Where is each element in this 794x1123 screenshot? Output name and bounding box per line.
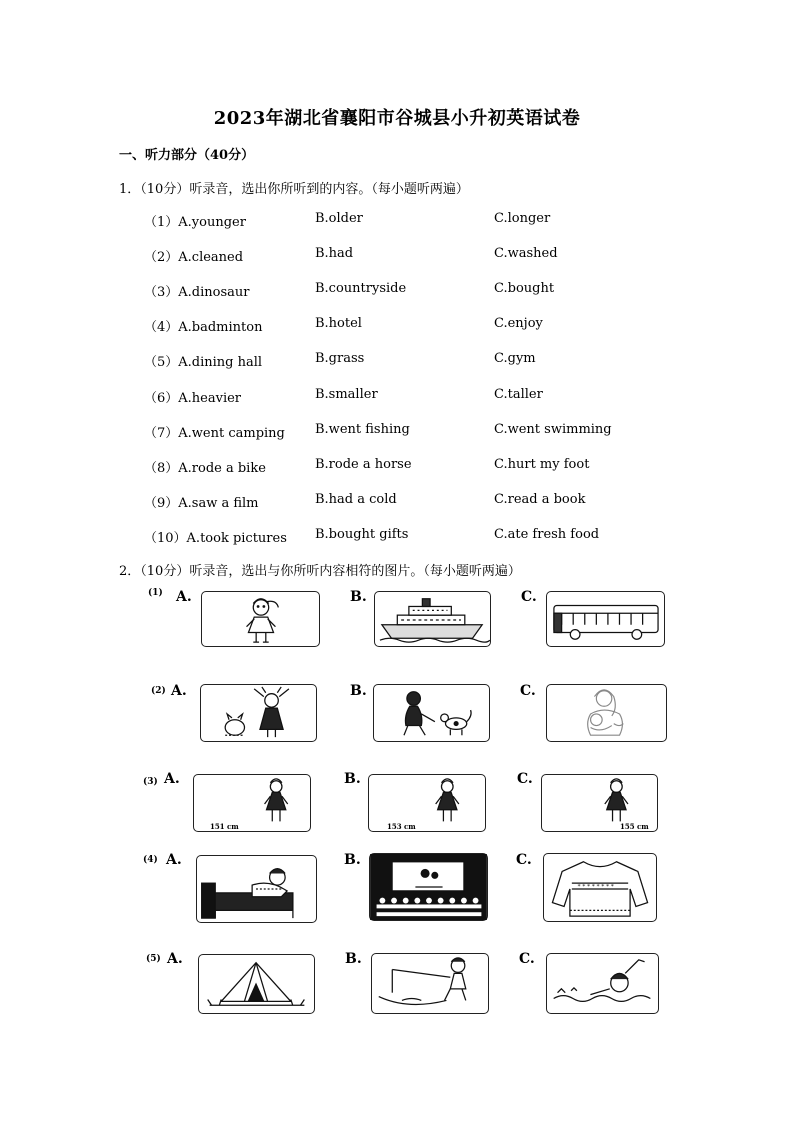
q1-row [0,211,794,231]
option-a: （8）A.rode a bike [144,461,266,476]
ship-icon [375,592,490,646]
q1-row [0,422,794,442]
q1-row [0,281,794,301]
height-label: 155 cm [620,822,649,831]
option-b: B.countryside [315,281,407,296]
bus-icon [547,592,664,646]
option-b: B.bought gifts [315,527,409,542]
question-2-instruction: 2．（10分）听录音，选出与你所听内容相符的图片。（每小题听两遍） [119,564,521,579]
girl-height-151-picture [193,774,311,832]
picture-option-a-label: A. [166,852,182,868]
boy-fishing-picture [371,953,489,1014]
option-a: （7）A.went camping [144,426,285,441]
section-heading-listening: 一、听力部分（40分） [119,148,255,163]
bed-icon [197,856,316,922]
q1-row [0,492,794,512]
picture-option-c-label: C. [519,951,535,967]
boy-swimming-picture [546,953,659,1014]
height-label: 151 cm [210,822,239,831]
option-c: C.gym [494,351,536,366]
option-a: （2）A.cleaned [144,250,244,265]
picture-row-number: (1) [148,588,163,598]
q1-row [0,351,794,371]
page-title: 2023年湖北省襄阳市谷城县小升初英语试卷 [213,108,581,129]
mother-with-baby-icon [547,685,666,741]
option-c: C.hurt my foot [494,457,590,472]
picture-option-c-label: C. [521,589,537,605]
girl-with-cat-icon [201,685,316,741]
option-c: C.bought [494,281,555,296]
q1-row [0,246,794,266]
q1-row [0,457,794,477]
option-b: B.had a cold [315,492,397,507]
cinema-icon [370,854,487,920]
svg-text:* * * * * * * *: * * * * * * * * [577,883,614,890]
girl-picture [201,591,320,647]
picture-option-c-label: C. [517,771,533,787]
q1-row [0,316,794,336]
picture-option-b-label: B. [350,683,367,699]
bus-picture [546,591,665,647]
option-b: B.hotel [315,316,362,331]
ship-picture [374,591,491,647]
option-a: （1）A.younger [144,215,246,230]
sweater-icon [544,854,656,921]
girl-height-155-picture [541,774,658,832]
picture-row-number: (4) [143,855,158,865]
option-c: C.ate fresh food [494,527,600,542]
girl-height-153-picture [368,774,486,832]
girl-with-cat-picture [200,684,317,742]
mother-with-baby-picture [546,684,667,742]
option-b: B.rode a horse [315,457,412,472]
girl-icon [202,592,319,646]
picture-option-b-label: B. [345,951,362,967]
question-1-instruction: 1．（10分）听录音，选出你所听到的内容。（每小题听两遍） [119,182,469,197]
picture-option-a-label: A. [167,951,183,967]
boy-in-bed-picture [196,855,317,923]
option-c: C.read a book [494,492,586,507]
option-b: B.grass [315,351,365,366]
girl-with-dog-icon [374,685,489,741]
swimming-icon [547,954,658,1013]
picture-option-b-label: B. [350,589,367,605]
q1-row [0,527,794,547]
option-b: B.smaller [315,387,378,402]
q1-row [0,387,794,407]
picture-option-a-label: A. [171,683,187,699]
option-c: C.taller [494,387,543,402]
picture-option-b-label: B. [344,852,361,868]
picture-option-c-label: C. [516,852,532,868]
option-a: （10）A.took pictures [144,531,287,546]
option-c: C.longer [494,211,551,226]
option-b: B.older [315,211,363,226]
picture-option-b-label: B. [344,771,361,787]
picture-option-c-label: C. [520,683,536,699]
option-a: （6）A.heavier [144,391,242,406]
picture-row-number: (3) [143,777,158,787]
option-c: C.enjoy [494,316,543,331]
option-c: C.washed [494,246,558,261]
option-b: B.had [315,246,354,261]
picture-row-number: (2) [151,686,166,696]
option-a: （3）A.dinosaur [144,285,250,300]
picture-option-a-label: A. [176,589,192,605]
option-c: C.went swimming [494,422,612,437]
option-a: （9）A.saw a film [144,496,259,511]
picture-row-number: (5) [146,954,161,964]
picture-option-a-label: A. [164,771,180,787]
height-label: 153 cm [387,822,416,831]
cinema-picture [369,853,488,921]
option-a: （4）A.badminton [144,320,263,335]
fishing-icon [372,954,488,1013]
option-a: （5）A.dining hall [144,355,263,370]
sweater-picture [543,853,657,922]
option-b: B.went fishing [315,422,410,437]
girl-with-dog-picture [373,684,490,742]
tent-icon [199,955,314,1013]
tent-camping-picture [198,954,315,1014]
